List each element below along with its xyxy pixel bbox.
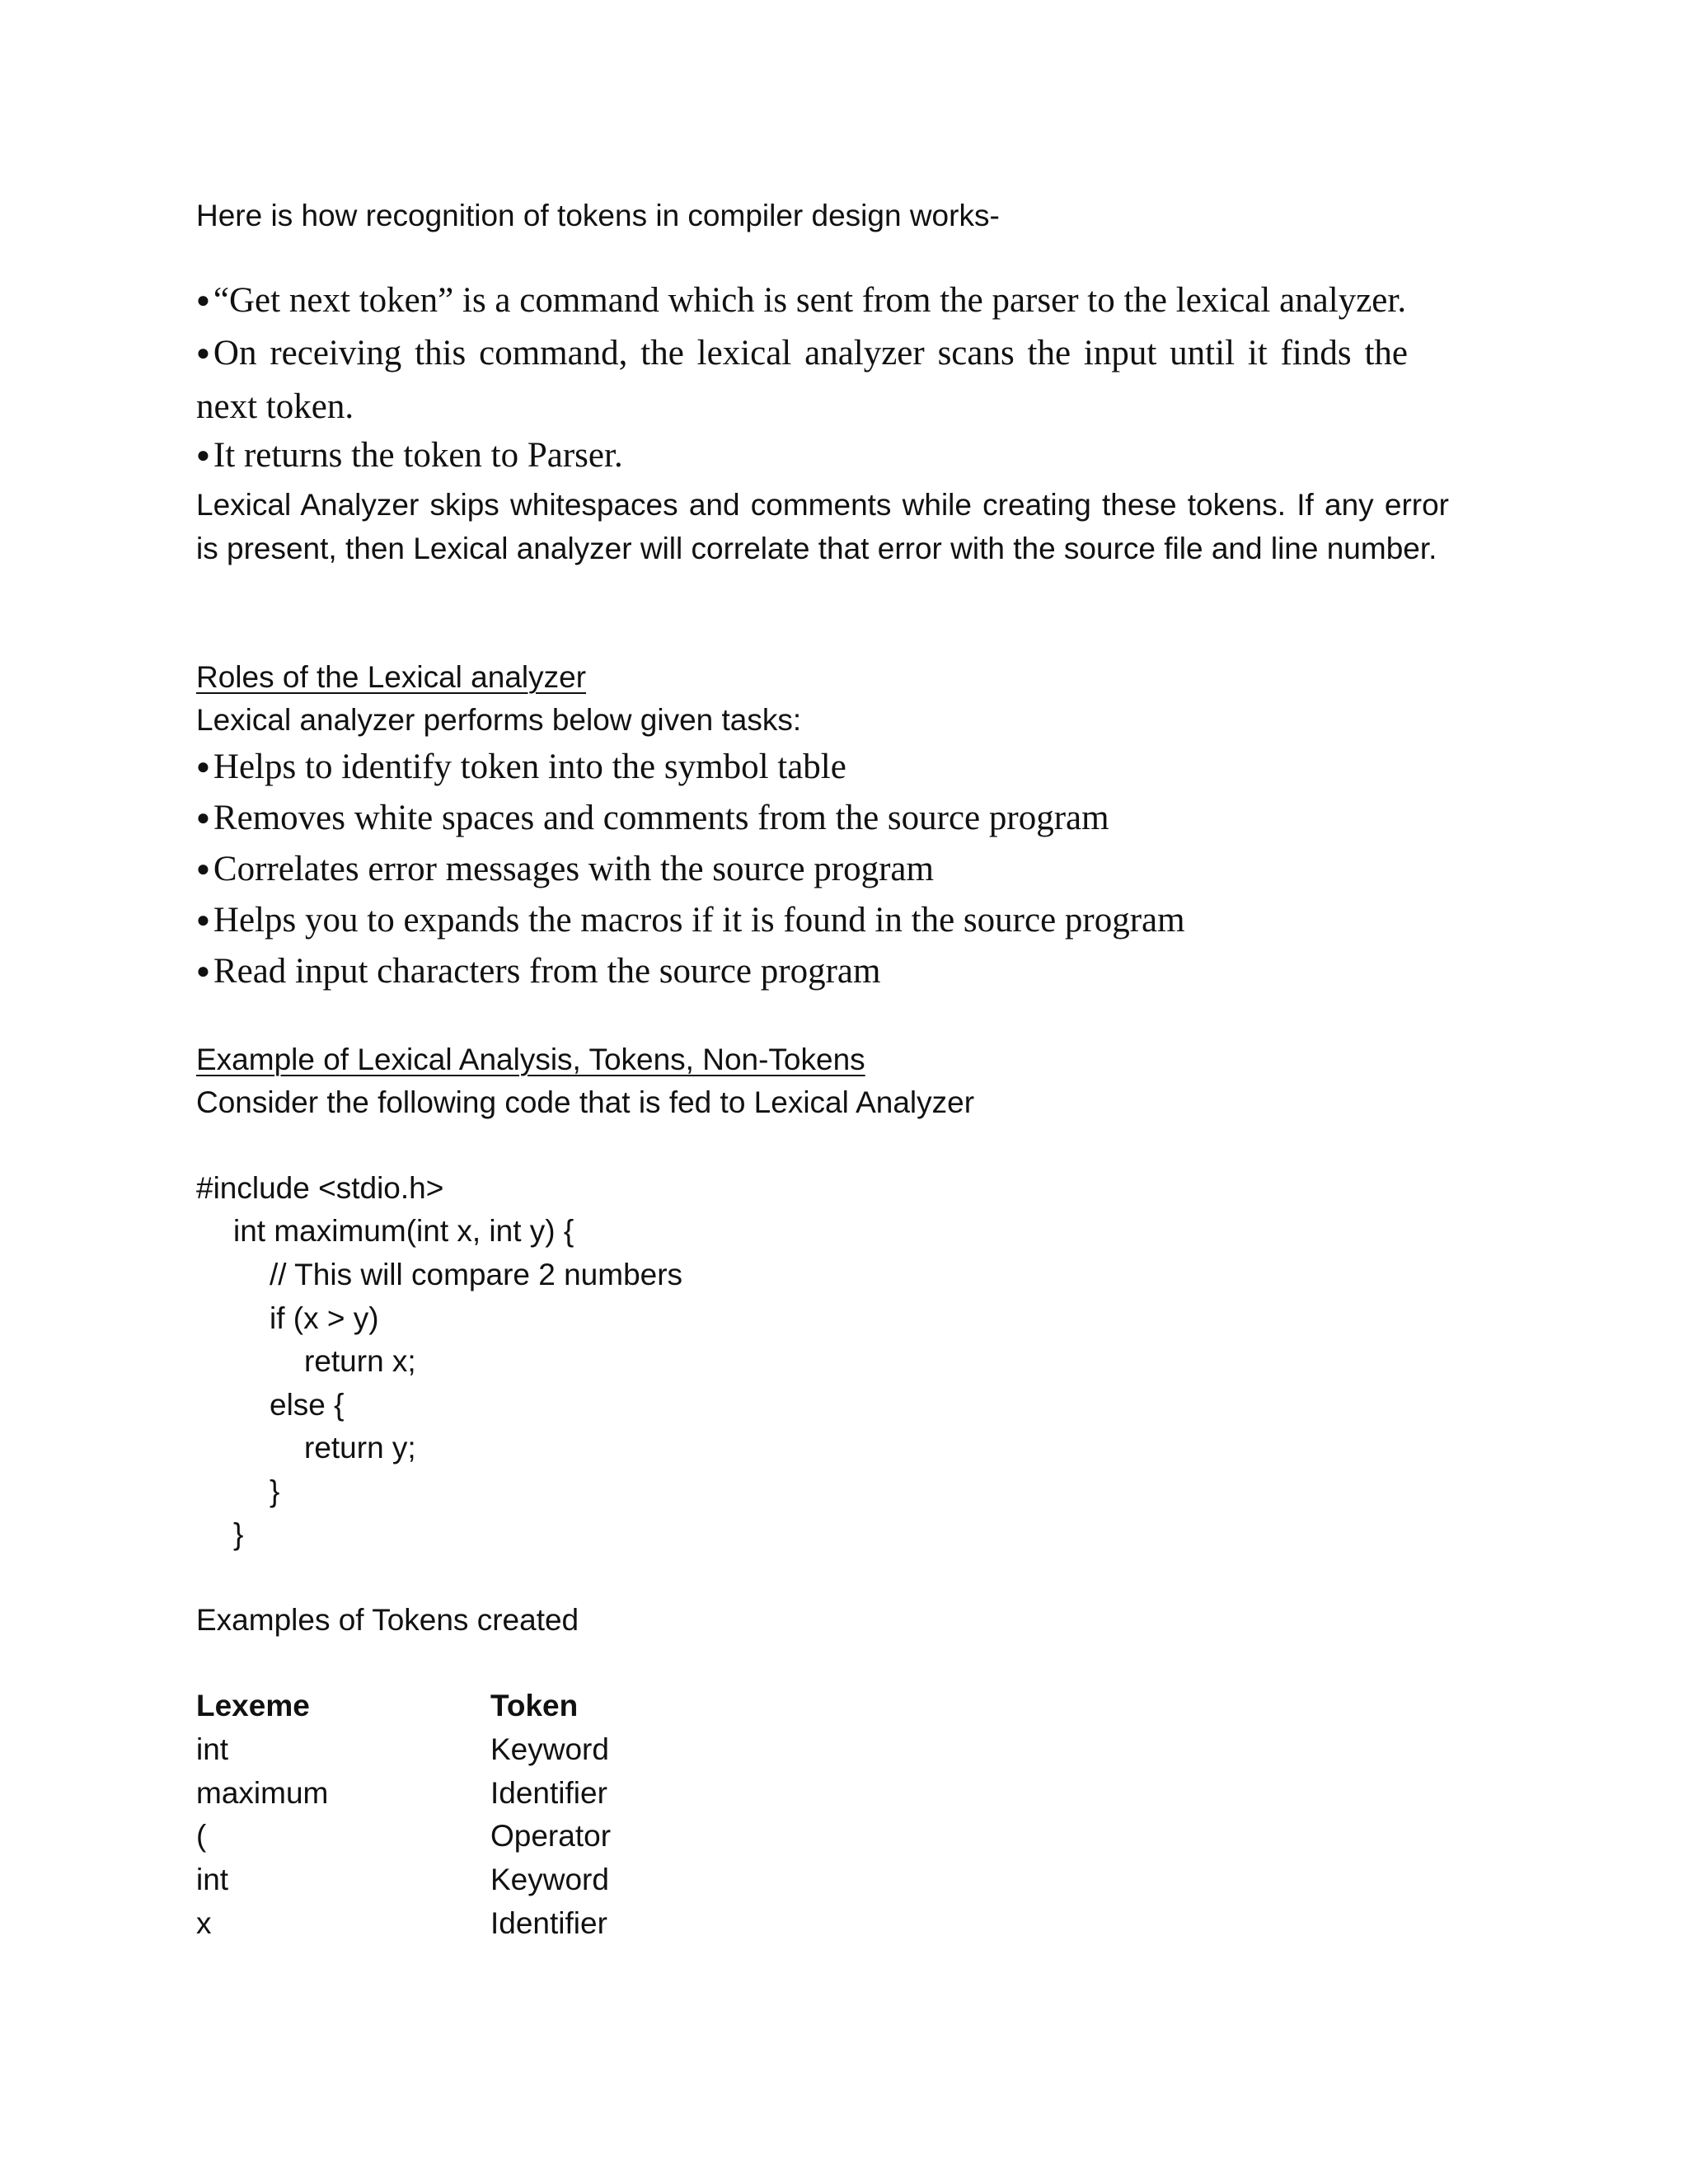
code-line: return y; bbox=[304, 1431, 416, 1465]
step-text: On receiving this command, the lexical analyzer scans the input until it finds the next token. bbox=[196, 334, 1408, 427]
table-cell-lexeme: int bbox=[196, 1732, 229, 1766]
table-cell-token: Operator bbox=[490, 1819, 612, 1853]
roles-heading: Roles of the Lexical analyzer bbox=[196, 660, 587, 694]
role-text: Helps to identify token into the symbol table bbox=[213, 748, 846, 786]
table-cell-token: Keyword bbox=[490, 1863, 609, 1896]
tokens-heading: Examples of Tokens created bbox=[196, 1603, 579, 1637]
role-item bbox=[196, 844, 934, 898]
table-cell-token: Identifier bbox=[490, 1776, 607, 1810]
bullet-icon: ● bbox=[196, 443, 210, 469]
note-paragraph: Lexical Analyzer skips whitespaces and comments while creating these tokens. If any error is present, then Lexical analyzer will correlate that error with the source file and line number. bbox=[196, 488, 1449, 565]
table-cell-lexeme: ( bbox=[196, 1819, 207, 1853]
intro-text: Here is how recognition of tokens in compiler design works- bbox=[196, 199, 1000, 232]
role-text: Correlates error messages with the source program bbox=[213, 850, 934, 888]
role-text: Read input characters from the source program bbox=[213, 952, 881, 991]
table-cell-lexeme: int bbox=[196, 1863, 229, 1896]
example-lead: Consider the following code that is fed to Lexical Analyzer bbox=[196, 1085, 975, 1119]
roles-lead: Lexical analyzer performs below given tasks: bbox=[196, 703, 802, 737]
bullet-icon: ● bbox=[196, 805, 210, 832]
bullet-icon: ● bbox=[196, 754, 210, 780]
step-text: “Get next token” is a command which is sent from the parser to the lexical analyzer. bbox=[213, 281, 1407, 320]
bullet-icon: ● bbox=[196, 288, 210, 314]
table-header-token: Token bbox=[490, 1689, 579, 1722]
bullet-icon: ● bbox=[196, 907, 210, 934]
code-line: #include <stdio.h> bbox=[196, 1171, 444, 1205]
step-item bbox=[196, 328, 1408, 433]
role-item bbox=[196, 895, 1185, 949]
step-item bbox=[196, 275, 1406, 329]
code-line: // This will compare 2 numbers bbox=[270, 1258, 683, 1291]
table-cell-lexeme: maximum bbox=[196, 1776, 329, 1810]
code-line: if (x > y) bbox=[270, 1301, 379, 1335]
table-header-lexeme: Lexeme bbox=[196, 1689, 310, 1722]
table-cell-token: Identifier bbox=[490, 1906, 607, 1940]
bullet-icon: ● bbox=[196, 340, 210, 367]
step-text: It returns the token to Parser. bbox=[213, 436, 623, 475]
role-item bbox=[196, 742, 846, 795]
table-cell-lexeme: x bbox=[196, 1906, 212, 1940]
code-line: else { bbox=[270, 1388, 345, 1422]
bullet-icon: ● bbox=[196, 856, 210, 883]
table-cell-token: Keyword bbox=[490, 1732, 609, 1766]
code-line: int maximum(int x, int y) { bbox=[233, 1214, 574, 1248]
role-item bbox=[196, 793, 1109, 846]
step-item bbox=[196, 430, 623, 484]
code-line: return x; bbox=[304, 1344, 416, 1378]
code-line: } bbox=[233, 1517, 244, 1551]
bullet-icon: ● bbox=[196, 958, 210, 985]
role-item bbox=[196, 946, 880, 1000]
role-text: Removes white spaces and comments from the source program bbox=[213, 799, 1109, 837]
code-line: } bbox=[270, 1474, 280, 1508]
example-heading: Example of Lexical Analysis, Tokens, Non-Tokens bbox=[196, 1043, 865, 1076]
role-text: Helps you to expands the macros if it is found in the source program bbox=[213, 901, 1185, 940]
